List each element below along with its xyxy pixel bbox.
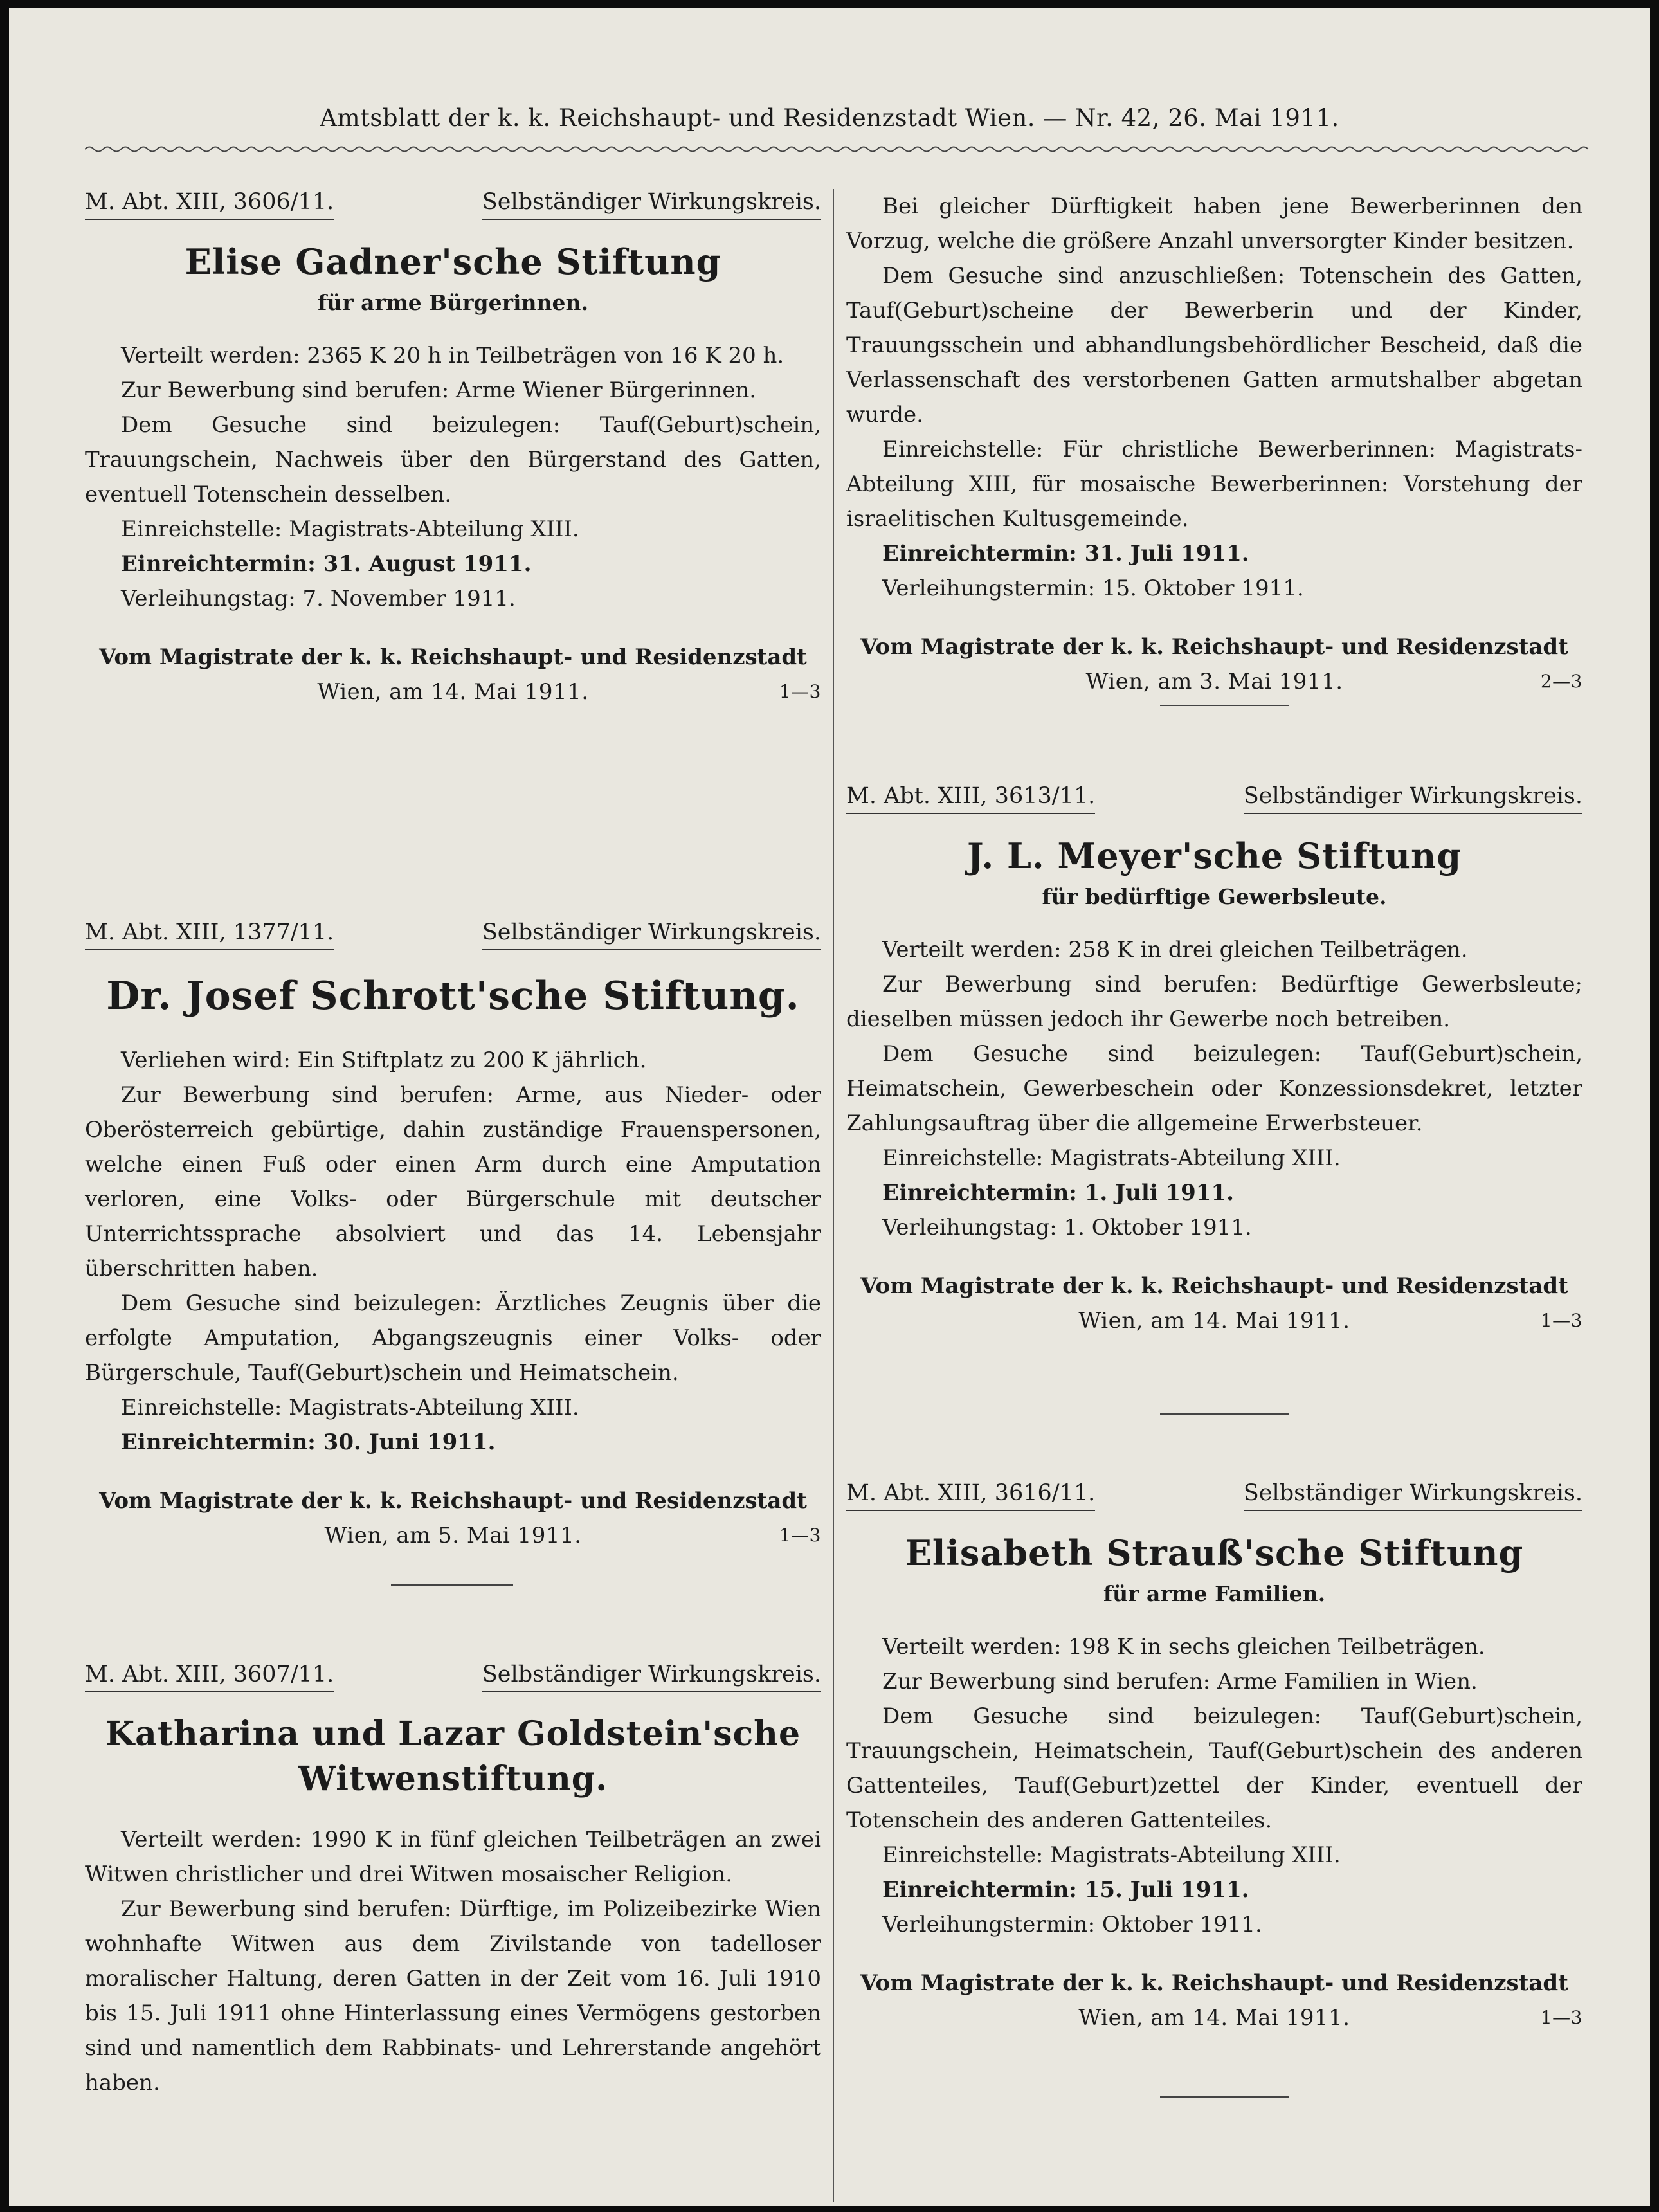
newspaper-page	[9, 8, 1650, 2206]
ref-line	[85, 920, 821, 952]
reference-number: M. Abt. XIII, 3613/11.	[846, 783, 1095, 814]
notice-body	[85, 1822, 821, 2100]
authority-line: Vom Magistrate der k. k. Reichshaupt- und Residenzstadt	[860, 1273, 1568, 1299]
body-line: Zur Bewerbung sind berufen: Bedürftige Gewerbsleute; dieselben müssen jedoch ihr Gewerbe noch betreiben.	[846, 972, 1582, 1032]
notice-body	[846, 1629, 1582, 1942]
body-line: Dem Gesuche sind beizulegen: Ärztliches Zeugnis über die erfolgte Amputation, Abgangszeugnis einer Volks- oder Bürgerschule, Tauf(Geburt)schein und Heimatschein.	[85, 1291, 821, 1386]
notice-gadner	[85, 189, 821, 710]
separator-rule	[391, 1584, 513, 1586]
notice-goldstein	[85, 1662, 821, 2100]
notice-body	[85, 338, 821, 616]
notice-subtitle: für bedürftige Gewerbsleute.	[1042, 884, 1387, 909]
body-line: Einreichstelle: Magistrats-Abteilung XIII.	[121, 516, 579, 542]
ref-line	[85, 1662, 821, 1694]
date-line	[846, 664, 1582, 700]
body-line: Einreichstelle: Magistrats-Abteilung XIII.	[882, 1145, 1341, 1171]
body-line: Zur Bewerbung sind berufen: Arme Wiener Bürgerinnen.	[121, 377, 757, 403]
reference-number: M. Abt. XIII, 3606/11.	[85, 189, 334, 220]
body-line: Zur Bewerbung sind berufen: Dürftige, im Polizeibezirke Wien wohnhafte Witwen aus dem Zivilstande von tadelloser moralischer Haltung, deren Gatten in der Zeit vom 16. Juli 1910 bis 15. Juli 1911 ohne Hinterlassung eines Vermögens gestorben sind und namentlich dem Rabbinats- und Lehrerstande angehört haben.	[85, 1896, 821, 2096]
insertion-count: 1—3	[1540, 2007, 1582, 2028]
notice-meyer	[846, 783, 1582, 1339]
date-line	[85, 1518, 821, 1554]
insertion-count: 1—3	[1540, 1310, 1582, 1331]
deadline-line: Einreichtermin: 31. August 1911.	[121, 551, 532, 577]
deadline-line: Einreichtermin: 1. Juli 1911.	[882, 1180, 1234, 1206]
body-line: Einreichstelle: Magistrats-Abteilung XIII.	[121, 1395, 579, 1420]
insertion-count: 1—3	[779, 1525, 821, 1546]
authority-line: Vom Magistrate der k. k. Reichshaupt- und Residenzstadt	[860, 1970, 1568, 1996]
notice-goldstein-continued	[846, 189, 1582, 700]
issue-date: Wien, am 3. Mai 1911.	[1085, 669, 1343, 694]
notice-body	[846, 189, 1582, 606]
date-line	[85, 674, 821, 710]
notice-title: Elisabeth Strauß'sche Stiftung	[905, 1532, 1524, 1573]
body-line: Dem Gesuche sind beizulegen: Tauf(Geburt)schein, Trauungschein, Nachweis über den Bürgerstand des Gatten, eventuell Totenschein desselben.	[85, 412, 821, 507]
body-line: Zur Bewerbung sind berufen: Arme, aus Nieder- oder Oberösterreich gebürtige, dahin zuständige Frauenspersonen, welche einen Fuß oder einen Arm durch eine Amputation verloren, eine Volks- oder Bürgerschule mit deutscher Unterrichtssprache absolviert und das 14. Lebensjahr überschritten haben.	[85, 1082, 821, 1282]
body-line: Dem Gesuche sind anzuschließen: Totenschein des Gatten, Tauf(Geburt)scheine der Bewerberin und der Kinder, Trauungsschein und abhandlungsbehördlicher Bescheid, daß die Verlassenschaft des verstorbenen Gatten armutshalber abgetan wurde.	[846, 263, 1582, 428]
scope-label: Selbständiger Wirkungskreis.	[1244, 783, 1582, 814]
notice-subtitle: für arme Bürgerinnen.	[318, 290, 588, 315]
body-line: Verleihungstag: 7. November 1911.	[121, 586, 516, 612]
issue-date: Wien, am 14. Mai 1911.	[1078, 1308, 1350, 1334]
ref-line	[85, 189, 821, 221]
date-line	[846, 1303, 1582, 1339]
notice-title: J. L. Meyer'sche Stiftung	[967, 835, 1462, 876]
body-line: Verleihungstag: 1. Oktober 1911.	[882, 1215, 1252, 1240]
scope-label: Selbständiger Wirkungskreis.	[482, 920, 821, 950]
body-line: Verliehen wird: Ein Stiftplatz zu 200 K jährlich.	[121, 1047, 647, 1073]
authority-line: Vom Magistrate der k. k. Reichshaupt- und Residenzstadt	[860, 634, 1568, 660]
notice-title: Elise Gadner'sche Stiftung	[185, 241, 721, 282]
body-line: Einreichstelle: Für christliche Bewerberinnen: Magistrats-Abteilung XIII, für mosaische Bewerberinnen: Vorstehung der israelitischen Kultusgemeinde.	[846, 437, 1582, 532]
wavy-header-rule	[85, 144, 1590, 154]
insertion-count: 1—3	[779, 681, 821, 702]
authority-line: Vom Magistrate der k. k. Reichshaupt- und Residenzstadt	[99, 644, 807, 670]
notice-body	[846, 932, 1582, 1245]
column-divider	[833, 189, 834, 2202]
separator-rule	[1160, 705, 1289, 706]
running-head: Amtsblatt der k. k. Reichshaupt- und Residenzstadt Wien. — Nr. 42, 26. Mai 1911.	[320, 104, 1339, 132]
ref-line	[846, 783, 1582, 815]
separator-rule	[1160, 2096, 1289, 2098]
body-line: Verleihungstermin: Oktober 1911.	[882, 1912, 1262, 1937]
deadline-line: Einreichtermin: 15. Juli 1911.	[882, 1877, 1249, 1903]
body-line: Zur Bewerbung sind berufen: Arme Familien in Wien.	[882, 1669, 1478, 1694]
reference-number: M. Abt. XIII, 3607/11.	[85, 1662, 334, 1692]
body-line: Verteilt werden: 258 K in drei gleichen Teilbeträgen.	[882, 937, 1468, 963]
body-line: Einreichstelle: Magistrats-Abteilung XIII.	[882, 1842, 1341, 1868]
body-line: Verteilt werden: 2365 K 20 h in Teilbeträgen von 16 K 20 h.	[121, 343, 784, 368]
issue-date: Wien, am 5. Mai 1911.	[324, 1523, 582, 1548]
deadline-line: Einreichtermin: 31. Juli 1911.	[882, 541, 1249, 567]
notice-schrott	[85, 920, 821, 1554]
body-line: Verteilt werden: 198 K in sechs gleichen Teilbeträgen.	[882, 1634, 1485, 1660]
notice-strauss	[846, 1480, 1582, 2036]
body-line: Bei gleicher Dürftigkeit haben jene Bewerberinnen den Vorzug, welche die größere Anzahl unversorgter Kinder besitzen.	[846, 194, 1582, 254]
deadline-line: Einreichtermin: 30. Juni 1911.	[121, 1429, 496, 1455]
notice-title: Katharina und Lazar Goldstein'sche Witwenstiftung.	[105, 1714, 801, 1799]
reference-number: M. Abt. XIII, 3616/11.	[846, 1480, 1095, 1511]
issue-date: Wien, am 14. Mai 1911.	[317, 679, 589, 705]
body-line: Dem Gesuche sind beizulegen: Tauf(Geburt)schein, Trauungschein, Heimatschein, Tauf(Geburt)schein des anderen Gattenteiles, Tauf(Geburt)zettel der Kinder, eventuell der Totenschein des anderen Gattenteiles.	[846, 1703, 1582, 1833]
scope-label: Selbständiger Wirkungskreis.	[1244, 1480, 1582, 1511]
authority-line: Vom Magistrate der k. k. Reichshaupt- und Residenzstadt	[99, 1488, 807, 1514]
body-line: Verteilt werden: 1990 K in fünf gleichen Teilbeträgen an zwei Witwen christlicher und drei Witwen mosaischer Religion.	[85, 1827, 821, 1887]
notice-title: Dr. Josef Schrott'sche Stiftung.	[106, 974, 800, 1019]
issue-date: Wien, am 14. Mai 1911.	[1078, 2005, 1350, 2031]
insertion-count: 2—3	[1540, 671, 1582, 692]
scope-label: Selbständiger Wirkungskreis.	[482, 1662, 821, 1692]
reference-number: M. Abt. XIII, 1377/11.	[85, 920, 334, 950]
body-line: Verleihungstermin: 15. Oktober 1911.	[882, 576, 1304, 601]
scope-label: Selbständiger Wirkungskreis.	[482, 189, 821, 220]
notice-body	[85, 1043, 821, 1460]
notice-subtitle: für arme Familien.	[1103, 1581, 1326, 1606]
ref-line	[846, 1480, 1582, 1512]
separator-rule	[1160, 1413, 1289, 1415]
body-line: Dem Gesuche sind beizulegen: Tauf(Geburt)schein, Heimatschein, Gewerbeschein oder Konzessionsdekret, letzter Zahlungsauftrag über die allgemeine Erwerbsteuer.	[846, 1041, 1582, 1136]
date-line	[846, 2000, 1582, 2036]
